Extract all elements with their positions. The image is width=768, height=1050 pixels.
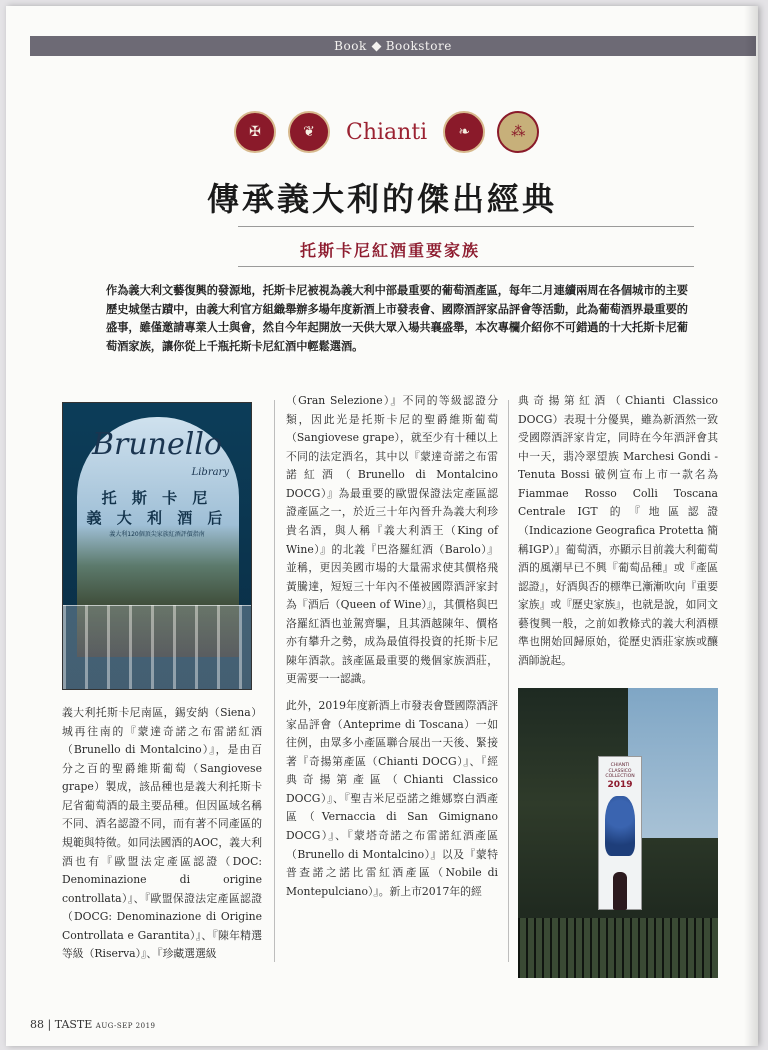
book-title: Brunello <box>91 427 223 462</box>
article-column-2 <box>286 392 498 909</box>
chianti-logo: Chianti <box>346 119 428 145</box>
book-series: Library <box>191 467 229 478</box>
rooster-icon <box>605 796 635 856</box>
subsection-label: Bookstore <box>385 39 452 53</box>
seal-logo-icon: ✠ <box>234 111 276 153</box>
wine-bottle-icon <box>613 872 627 910</box>
grape-logo-icon: ⁂ <box>497 111 539 153</box>
intro-paragraph: 作為義大利文藝復興的發源地，托斯卡尼被視為義大利中部最重要的葡萄酒產區，每年二月連續兩周在各個城市的主要歷史城堡古蹟中，由義大利官方組織舉辦多場年度新酒上市發表會、國際酒評家品評會等活動，此為葡萄酒界最重要的盛事，雖僅邀請專業人士與會，然自今年起開放一天供大眾入場共襄盛舉，本次專欄介紹你不可錯過的十大托斯卡尼葡萄酒家族，讓你從上千瓶托斯卡尼紅酒中輕鬆選酒。 <box>106 284 688 353</box>
banner-title: CHIANTI CLASSICO COLLECTION <box>605 763 635 779</box>
rooster-logo-icon: ❦ <box>288 111 330 153</box>
diamond-icon <box>371 41 381 51</box>
subtitle-divider <box>238 266 694 267</box>
article-column-1 <box>62 704 262 972</box>
column-1-text: 義大利托斯卡尼南區，錫安納（Siena）城再往南的『蒙達奇諾之布雷諾紅酒（Brunello di Montalcino）』，是由百分之百的聖爵維斯葡萄（Sangiovese grape）製成，該品種也是義大利托斯卡尼省葡萄酒的最主要品種。但因區域名稱不同、酒名認證不同，而有著不同產區的規範與特徵。如同法國酒的AOC，義大利酒也有『歐盟法定產區認證（DOC: Denominazione di origine controllata）』、『歐盟保證法定產區認證（DOCG: Denominazione di Origine Controllata e Garantita）』、『陳年精選等級（Riserva）』、『珍藏選選級 <box>62 706 262 961</box>
column-2-paragraph-1: （Gran Selezione）』不同的等級認證分類，因此光是托斯卡尼的聖爵維斯葡萄（Sangiovese grape），就至少有十種以上不同的法定酒名，其中以『蒙達奇諾之布雷諾紅酒（Brunello di Montalcino DOCG）』為最重要的歐盟保證法定產區認證產區之一，於近三十年內晉升為義大利珍貴名酒，與人稱『義大利酒王（King of Wine）』的北義『巴洛羅紅酒（Barolo）』並稱，更因美國市場的大量需求使其價格飛黃騰達，短短三十年內不僅被國際酒評家封為『酒后（Queen of Wine）』，其價格與巴洛羅紅酒也並駕齊驅，且其酒越陳年、價格亦有攀升之勢，成為最值得投資的托斯卡尼陳年酒款。該產區最重要的幾個家族酒莊，更需要一一認識。 <box>286 394 498 686</box>
book-zh-title-1: 托 斯 卡 尼 <box>101 489 213 507</box>
issue-date: AUG-SEP 2019 <box>95 1022 156 1030</box>
banner-year: 2019 <box>607 779 633 790</box>
book-cover-image <box>62 402 252 690</box>
photo-fence <box>518 918 718 978</box>
magazine-page <box>6 6 758 1046</box>
title-divider <box>238 226 694 227</box>
section-label: Book <box>334 39 367 53</box>
page-title: 傳承義大利的傑出經典 <box>206 180 557 218</box>
column-3-text: 典奇揚第紅酒（Chianti Classico DOCG）表現十分優異，雖為新酒然一致受國際酒評家肯定，同時在今年酒評會其中一天，翡冷翠望族 Marchesi Gondi - Tenuta Bossi 破例宣布上市一款名為 Fiammae Rosso Colli Toscana Centrale IGT 的『地區認證（Indicazione Geografica Protetta 簡稱IGP）』葡萄酒，亦顯示目前義大利葡萄酒的風潮早已不興『葡萄品種』或『產區認證』，好酒與否的標準已漸漸吹向『重要家族』或『歷史家族』，也就是說，如同文藝復興一般，之前如教條式的義大利酒標準也開始回歸原始，從歷史酒莊家族或釀酒師說起。 <box>518 394 718 667</box>
chianti-banner-photo <box>518 688 718 978</box>
column-2-paragraph-2: 此外，2019年度新酒上市發表會暨國際酒評家品評會（Anteprime di Toscana）一如往例，由眾多小產區聯合展出一天後、緊接著『奇揚第產區（Chianti DOCG）』、『經典奇揚第產區（Chianti Classico DOCG）』、『聖吉米尼亞諾之維娜察白酒產區（Vernaccia di San Gimignano DOCG）』、『蒙塔奇諾之布雷諾紅酒產區（Brunello di Montalcino）』以及『蒙特普查諾之諾比雷紅酒產區（Nobile di Montepulciano）』。新上市2017年的經 <box>286 699 498 898</box>
wine-glasses-image <box>63 605 251 689</box>
column-divider <box>508 400 509 962</box>
magazine-name: TASTE <box>54 1018 93 1031</box>
section-header-bar <box>30 36 756 56</box>
article-column-3 <box>518 392 718 678</box>
book-zh-subtitle: 義大利120個頂尖家族紅酒評價指南 <box>109 531 205 538</box>
column-divider <box>274 400 275 962</box>
page-footer: 88 | TASTE AUG-SEP 2019 <box>30 1018 156 1031</box>
consortium-logos <box>234 106 564 158</box>
griffin-logo-icon: ❧ <box>443 111 485 153</box>
book-zh-title-2: 義 大 利 酒 后 <box>86 509 228 527</box>
page-number: 88 <box>30 1018 44 1031</box>
page-subtitle: 托斯卡尼紅酒重要家族 <box>299 241 480 260</box>
